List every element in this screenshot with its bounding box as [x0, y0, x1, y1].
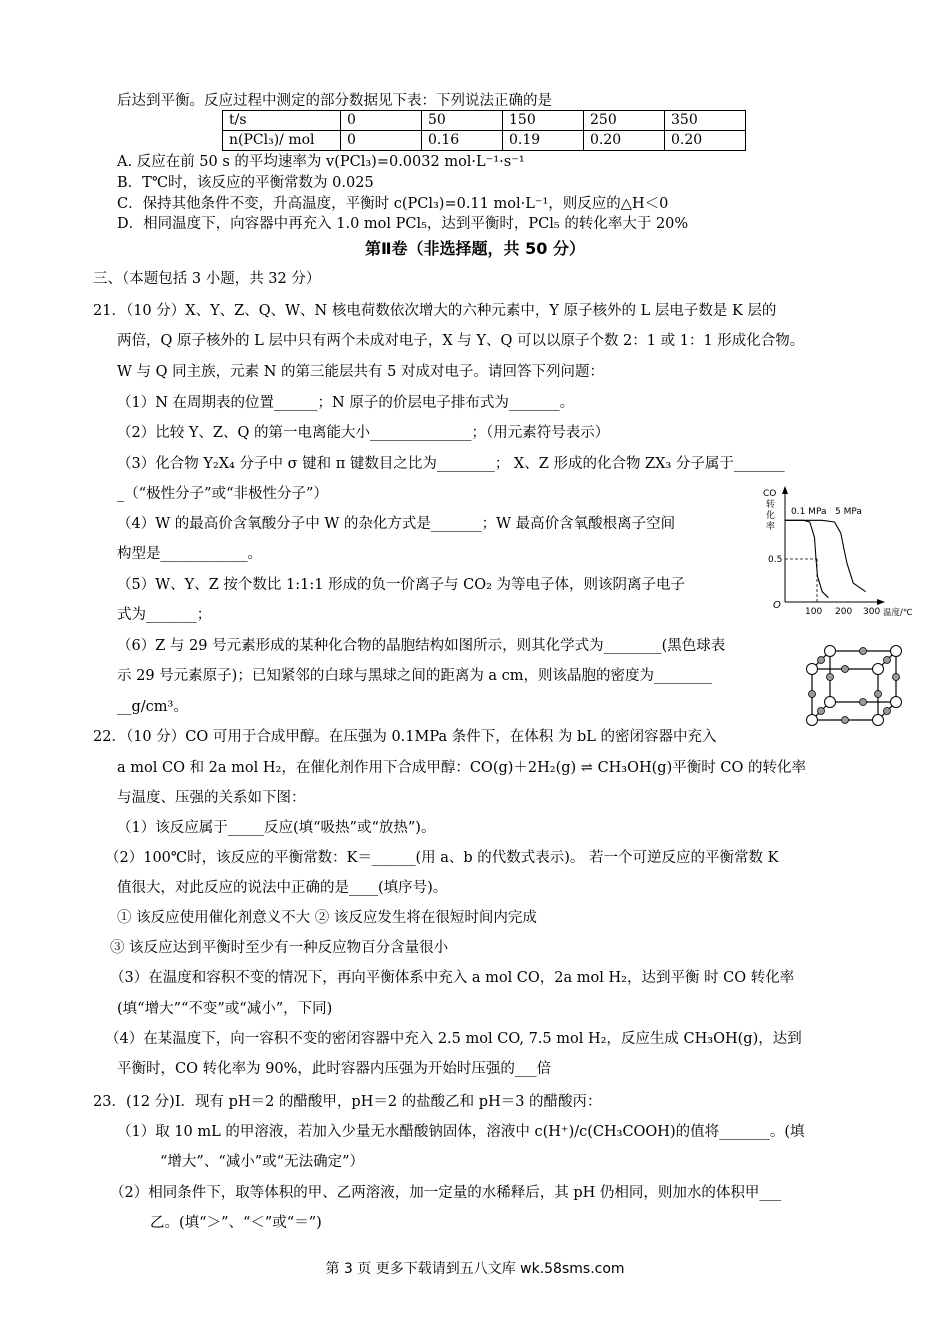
co-conversion-chart [755, 484, 935, 624]
q22-part-3a: （3）在温度和容积不变的情况下，再向平衡体系中充入 a mol CO，2a mol H₂，达到平衡 时 CO 转化率 [110, 970, 795, 986]
table-cell: 350 [665, 111, 746, 131]
x-tick-label: 100 [805, 607, 823, 617]
page-footer: 第 3 页 更多下载请到五八文库 wk.58sms.com [325, 1261, 625, 1277]
q22-part-4b: 平衡时，CO 转化率为 90%，此时容器内压强为开始时压强的___倍 [117, 1061, 552, 1077]
q21-part-2: （2）比较 Y、Z、Q 的第一电离能大小______________；（用元素符号表示） [117, 425, 610, 441]
curve-label-5mpa: 5 MPa [835, 507, 862, 517]
q22-part-4a: （4）在某温度下，向一容积不变的密闭容器中充入 2.5 mol CO, 7.5 mol H₂，反应生成 CH₃OH(g)，达到 [105, 1031, 802, 1047]
origin-label: O [773, 600, 781, 611]
q21-part-5a: （5）W、Y、Z 按个数比 1:1:1 形成的负一价离子与 CO₂ 为等电子体，则该阴离子电子 [117, 577, 686, 593]
table-row [223, 131, 746, 151]
table-cell: 0.16 [422, 131, 503, 151]
q22-part-3b: (填“增大”“不变”或“减小”，下同) [117, 1001, 333, 1017]
table-cell: 0.20 [584, 131, 665, 151]
option-c: C．保持其他条件不变，升高温度，平衡时 c(PCl₃)=0.11 mol·L⁻¹，则反应的△H＜0 [117, 196, 669, 212]
q22-part-1: （1）该反应属于_____反应(填“吸热”或“放热”)。 [117, 820, 436, 836]
q21-part-5b: 式为_______； [117, 607, 212, 623]
section-heading: 三、（本题包括 3 小题，共 32 分） [93, 271, 321, 287]
q22-part-2a: （2）100℃时，该反应的平衡常数：K＝______(用 a、b 的代数式表示)。 若一个可逆反应的平衡常数 K [105, 850, 779, 866]
q21-part-3b: _（“极性分子”或“非极性分子”） [117, 486, 328, 502]
y-axis-label: 率 [766, 522, 776, 532]
q21-line-3: W 与 Q 同主族，元素 N 的第三能层共有 5 对成对电子。请回答下列问题： [117, 364, 604, 380]
table-cell: 0.19 [503, 131, 584, 151]
table-cell: n(PCl₃)/ mol [223, 131, 341, 151]
q23-part-2b: 乙。(填“＞”、“＜”或“＝”) [150, 1215, 322, 1231]
option-a: A. 反应在前 50 s 的平均速率为 v(PCl₃)=0.0032 mol·L⁻¹·s⁻¹ [117, 154, 525, 170]
q21-part-4a: （4）W 的最高价含氧酸分子中 W 的杂化方式是_______；W 最高价含氧酸根离子空间 [117, 516, 676, 532]
q22-option-3: ③ 该反应达到平衡时至少有一种反应物百分含量很小 [110, 940, 449, 956]
x-tick-label: 300 [863, 607, 881, 617]
curve-label-0.1mpa: 0.1 MPa [791, 507, 827, 517]
y-axis-label: 化 [766, 511, 776, 521]
table-cell: 250 [584, 111, 665, 131]
pcl3-data-table [222, 110, 746, 151]
option-b: B．T℃时，该反应的平衡常数为 0.025 [117, 175, 374, 191]
y-axis-label: CO [763, 489, 777, 499]
q23-part-2a: （2）相同条件下，取等体积的甲、乙两溶液，加一定量的水稀释后，其 pH 仍相同，则加水的体积甲___ [110, 1185, 782, 1201]
q21-part-4b: 构型是____________。 [117, 546, 262, 562]
q21-part-3a: （3）化合物 Y₂X₄ 分子中 σ 键和 π 键数目之比为________； X、Z 形成的化合物 ZX₃ 分子属于_______ [117, 456, 785, 472]
q22-line-1: 22．（10 分）CO 可用于合成甲醇。在压强为 0.1MPa 条件下，在体积 为 bL 的密闭容器中充入 [93, 729, 717, 745]
q22-part-2b: 值很大，对此反应的说法中正确的是____(填序号)。 [117, 880, 448, 896]
q21-part-6a: （6）Z 与 29 号元素形成的某种化合物的晶胞结构如图所示，则其化学式为________(黑色球表 [117, 638, 726, 654]
q21-part-6b: 示 29 号元素原子)；已知紧邻的白球与黑球之间的距离为 a cm，则该晶胞的密度为________ [117, 668, 713, 684]
table-cell: 150 [503, 111, 584, 131]
y-tick-label: 0.5 [768, 555, 783, 565]
y-axis-label: 转 [766, 500, 776, 510]
y-axis-arrow [782, 486, 788, 494]
q21-part-6c: __g/cm³。 [117, 699, 188, 715]
q21-line-1: 21．（10 分）X、Y、Z、Q、W、N 核电荷数依次增大的六种元素中，Y 原子核外的 L 层电子数是 K 层的 [93, 303, 777, 319]
part-title: 第Ⅱ卷（非选择题，共 50 分） [365, 239, 585, 258]
q21-line-2: 两倍，Q 原子核外的 L 层中只有两个未成对电子，X 与 Y、Q 可以以原子个数 2：1 或 1：1 形成化合物。 [117, 333, 805, 349]
q22-line-2: a mol CO 和 2a mol H₂，在催化剂作用下合成甲醇：CO(g)＋2H₂(g) ⇌ CH₃OH(g)平衡时 CO 的转化率 [117, 760, 806, 776]
q23-part-1b: “增大”、“减小”或“无法确定”） [160, 1154, 364, 1170]
table-cell: 0 [341, 111, 422, 131]
x-axis-label: 温度/℃ [883, 608, 913, 618]
table-cell: 50 [422, 111, 503, 131]
q23-part-1a: （1）取 10 mL 的甲溶液，若加入少量无水醋酸钠固体，溶液中 c(H⁺)/c(CH₃COOH)的值将_______。(填 [117, 1124, 805, 1140]
q22-options-1-2: ① 该反应使用催化剂意义不大 ② 该反应发生将在很短时间内完成 [117, 910, 537, 926]
q21-part-1: （1）N 在周期表的位置______；N 原子的价层电子排布式为_______。 [117, 395, 575, 411]
series-line-1 [785, 520, 866, 591]
q22-line-3: 与温度、压强的关系如下图： [117, 790, 306, 806]
table-cell: 0.20 [665, 131, 746, 151]
table-cell: 0 [341, 131, 422, 151]
x-axis-arrow [877, 599, 885, 605]
option-d: D．相同温度下，向容器中再充入 1.0 mol PCl₅，达到平衡时，PCl₅ 的转化率大于 20% [117, 216, 689, 232]
intro-line: 后达到平衡。反应过程中测定的部分数据见下表：下列说法正确的是 [117, 93, 552, 109]
q23-line-1: 23．(12 分)Ⅰ．现有 pH＝2 的醋酸甲，pH＝2 的盐酸乙和 pH＝3 的醋酸丙： [93, 1094, 602, 1110]
table-cell: t/s [223, 111, 341, 131]
crystal-cell-diagram [800, 644, 918, 732]
table-row [223, 111, 746, 131]
x-tick-label: 200 [835, 607, 853, 617]
